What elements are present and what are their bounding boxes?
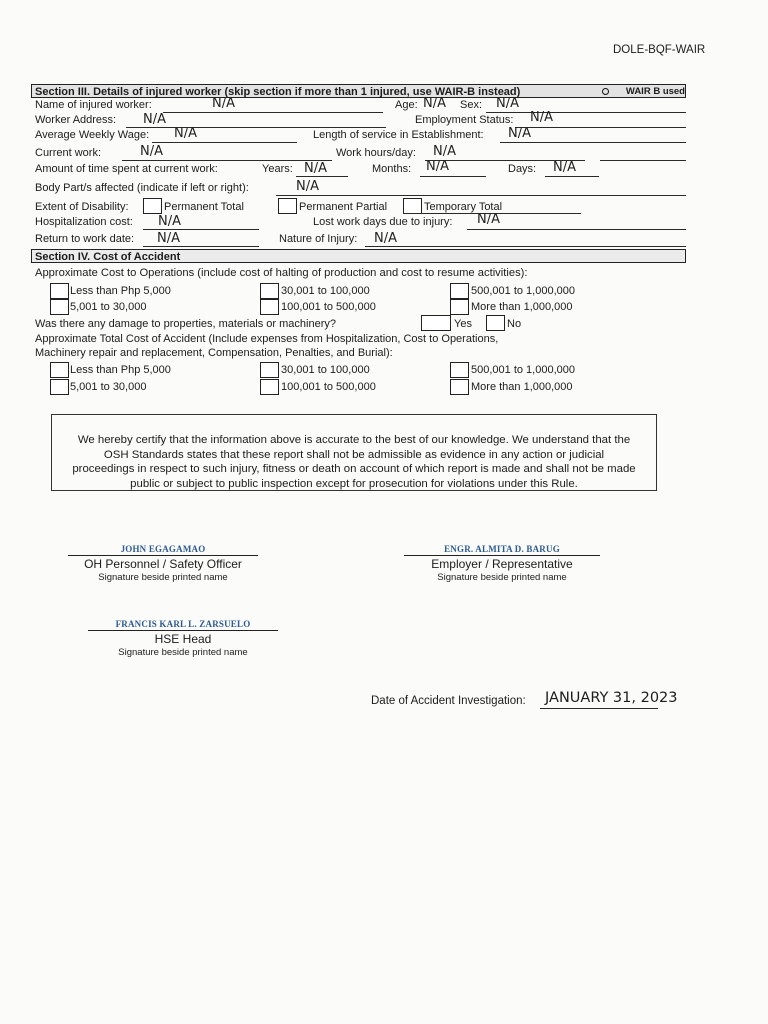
employment-value[interactable]: N/A: [530, 110, 553, 125]
total-100001-500000-label: 100,001 to 500,000: [281, 381, 376, 393]
section-3-title: Section III. Details of injured worker (skip section if more than 1 injured, use WAIR-B instead): [35, 86, 521, 98]
document-code: DOLE-BQF-WAIR: [613, 44, 706, 56]
body-parts-label: Body Part/s affected (indicate if left or right):: [35, 182, 249, 194]
investigation-date-label: Date of Accident Investigation:: [371, 695, 526, 707]
return-date-label: Return to work date:: [35, 233, 135, 245]
permanent-total-label: Permanent Total: [164, 201, 244, 213]
employer-signature: [404, 544, 600, 583]
safety-officer-note: Signature beside printed name: [98, 572, 228, 583]
wair-b-label: WAIR B used: [625, 86, 685, 97]
sex-value[interactable]: N/A: [496, 96, 519, 111]
address-value[interactable]: N/A: [143, 112, 166, 127]
days-underline: [545, 176, 599, 177]
total-500001-1000000-label: 500,001 to 1,000,000: [471, 364, 575, 376]
section-3-heading: [31, 84, 686, 98]
ops-cost-label: Approximate Cost to Operations (include cost of halting of production and cost to resume activities):: [35, 267, 528, 279]
years-underline: [296, 176, 348, 177]
employer-role: Employer / Representative: [431, 557, 573, 571]
body-parts-underline: [276, 195, 686, 196]
temporary-total-checkbox[interactable]: [403, 198, 422, 214]
hse-head-signature: [88, 619, 278, 658]
months-label: Months:: [372, 163, 412, 175]
ops-100001-500000-label: 100,001 to 500,000: [281, 301, 376, 313]
lost-days-value[interactable]: N/A: [477, 212, 500, 227]
total-less-5000-checkbox[interactable]: [50, 362, 69, 378]
employer-name: ENGR. ALMITA D. BARUG: [444, 544, 560, 554]
current-work-label: Current work:: [35, 147, 102, 159]
service-value[interactable]: N/A: [508, 126, 531, 141]
hse-head-name: FRANCIS KARL L. ZARSUELO: [115, 619, 251, 629]
lost-days-underline: [467, 229, 686, 230]
section-4-title: Section IV. Cost of Accident: [35, 251, 181, 263]
hours-label: Work hours/day:: [336, 147, 416, 159]
address-label: Worker Address:: [35, 114, 117, 126]
current-work-underline: [122, 160, 332, 161]
return-date-value[interactable]: N/A: [157, 231, 180, 246]
temporary-total-label: Temporary Total: [424, 201, 503, 213]
return-date-underline: [143, 246, 259, 247]
safety-officer-role: OH Personnel / Safety Officer: [84, 557, 242, 571]
wair-b-option: [602, 85, 685, 99]
time-spent-label: Amount of time spent at current work:: [35, 163, 218, 175]
hospitalization-value[interactable]: N/A: [158, 214, 181, 229]
hours-value[interactable]: N/A: [433, 144, 456, 159]
wage-underline: [152, 142, 297, 143]
safety-officer-line: [68, 555, 258, 556]
damage-no-label: No: [507, 318, 522, 330]
service-label: Length of service in Establishment:: [313, 129, 484, 141]
months-value[interactable]: N/A: [426, 159, 449, 174]
employment-label: Employment Status:: [415, 114, 514, 126]
years-label: Years:: [262, 163, 293, 175]
certification-line-1: We hereby certify that the information above is accurate to the best of our knowledge. We understand that the: [77, 434, 631, 446]
total-30001-100000-checkbox[interactable]: [260, 362, 279, 378]
certification-line-4: public or subject to public inspection except for prosecution for violations under this Rule.: [130, 477, 578, 490]
total-more-1000000-checkbox[interactable]: [450, 379, 469, 395]
days-label: Days:: [508, 163, 537, 175]
ops-30001-100000-checkbox[interactable]: [260, 283, 279, 299]
total-less-5000-label: Less than Php 5,000: [70, 364, 171, 376]
sex-underline: [486, 112, 686, 113]
employer-line: [404, 555, 600, 556]
hse-head-role: HSE Head: [154, 632, 212, 646]
damage-no-checkbox[interactable]: [486, 315, 505, 331]
disability-label: Extent of Disability:: [35, 201, 129, 213]
ops-500001-1000000-label: 500,001 to 1,000,000: [471, 285, 575, 297]
hours-underline-extra: [600, 160, 686, 161]
certification-line-2: OSH Standards states that these report shall not be admissible as evidence in any action or judicial: [103, 448, 605, 461]
total-more-1000000-label: More than 1,000,000: [471, 381, 573, 393]
total-100001-500000-checkbox[interactable]: [260, 379, 279, 395]
nature-value[interactable]: N/A: [374, 231, 397, 246]
total-5001-30000-label: 5,001 to 30,000: [70, 381, 147, 393]
ops-less-5000-label: Less than Php 5,000: [70, 285, 171, 297]
years-value[interactable]: N/A: [304, 161, 327, 176]
certification-line-3: proceedings in respect to such injury, fitness or death on account of which report is made and shall not be made: [72, 463, 636, 475]
ops-5001-30000-label: 5,001 to 30,000: [70, 301, 147, 313]
permanent-partial-label: Permanent Partial: [299, 201, 388, 213]
total-5001-30000-checkbox[interactable]: [50, 379, 69, 395]
employer-note: Signature beside printed name: [437, 572, 567, 583]
investigation-date-underline: [540, 708, 658, 709]
wair-b-radio[interactable]: [602, 88, 609, 95]
current-work-value[interactable]: N/A: [140, 144, 163, 159]
hospitalization-label: Hospitalization cost:: [35, 216, 133, 228]
body-parts-value[interactable]: N/A: [296, 179, 319, 194]
safety-officer-name: JOHN EGAGAMAO: [120, 544, 206, 554]
address-underline: [126, 127, 386, 128]
hse-head-line: [88, 630, 278, 631]
total-500001-1000000-checkbox[interactable]: [450, 362, 469, 378]
wage-label: Average Weekly Wage:: [35, 129, 150, 141]
ops-100001-500000-checkbox[interactable]: [260, 299, 279, 315]
days-value[interactable]: N/A: [553, 160, 576, 175]
permanent-total-checkbox[interactable]: [143, 198, 162, 214]
hse-head-note: Signature beside printed name: [118, 647, 248, 658]
nature-underline: [365, 246, 686, 247]
investigation-date-value[interactable]: JANUARY 31, 2023: [545, 690, 678, 706]
wage-value[interactable]: N/A: [174, 126, 197, 141]
name-underline: [163, 112, 383, 113]
total-30001-100000-label: 30,001 to 100,000: [281, 364, 370, 376]
ops-more-1000000-checkbox[interactable]: [450, 299, 469, 315]
employment-underline: [515, 127, 686, 128]
ops-more-1000000-label: More than 1,000,000: [471, 301, 573, 313]
nature-label: Nature of Injury:: [279, 233, 358, 245]
months-underline: [420, 176, 486, 177]
damage-yes-checkbox[interactable]: [421, 315, 451, 331]
damage-yes-label: Yes: [454, 318, 472, 330]
age-label: Age:: [395, 99, 418, 111]
sex-label: Sex:: [460, 99, 483, 111]
certification-box: [51, 414, 657, 491]
total-cost-label-1: Approximate Total Cost of Accident (Include expenses from Hospitalization, Cost to Operations,: [35, 333, 499, 345]
name-value[interactable]: N/A: [212, 96, 235, 111]
total-cost-label-2: Machinery repair and replacement, Compensation, Penalties, and Burial):: [35, 347, 393, 359]
section-4-heading: [31, 249, 686, 263]
ops-less-5000-checkbox[interactable]: [50, 283, 69, 299]
permanent-partial-checkbox[interactable]: [278, 198, 297, 214]
damage-label: Was there any damage to properties, materials or machinery?: [35, 318, 337, 330]
ops-500001-1000000-checkbox[interactable]: [450, 283, 469, 299]
ops-30001-100000-label: 30,001 to 100,000: [281, 285, 370, 297]
name-label: Name of injured worker:: [35, 99, 152, 111]
lost-days-label: Lost work days due to injury:: [313, 216, 453, 228]
age-value[interactable]: N/A: [423, 96, 446, 111]
ops-5001-30000-checkbox[interactable]: [50, 299, 69, 315]
safety-officer-signature: [68, 544, 258, 583]
service-underline: [500, 142, 686, 143]
hospitalization-underline: [143, 229, 259, 230]
